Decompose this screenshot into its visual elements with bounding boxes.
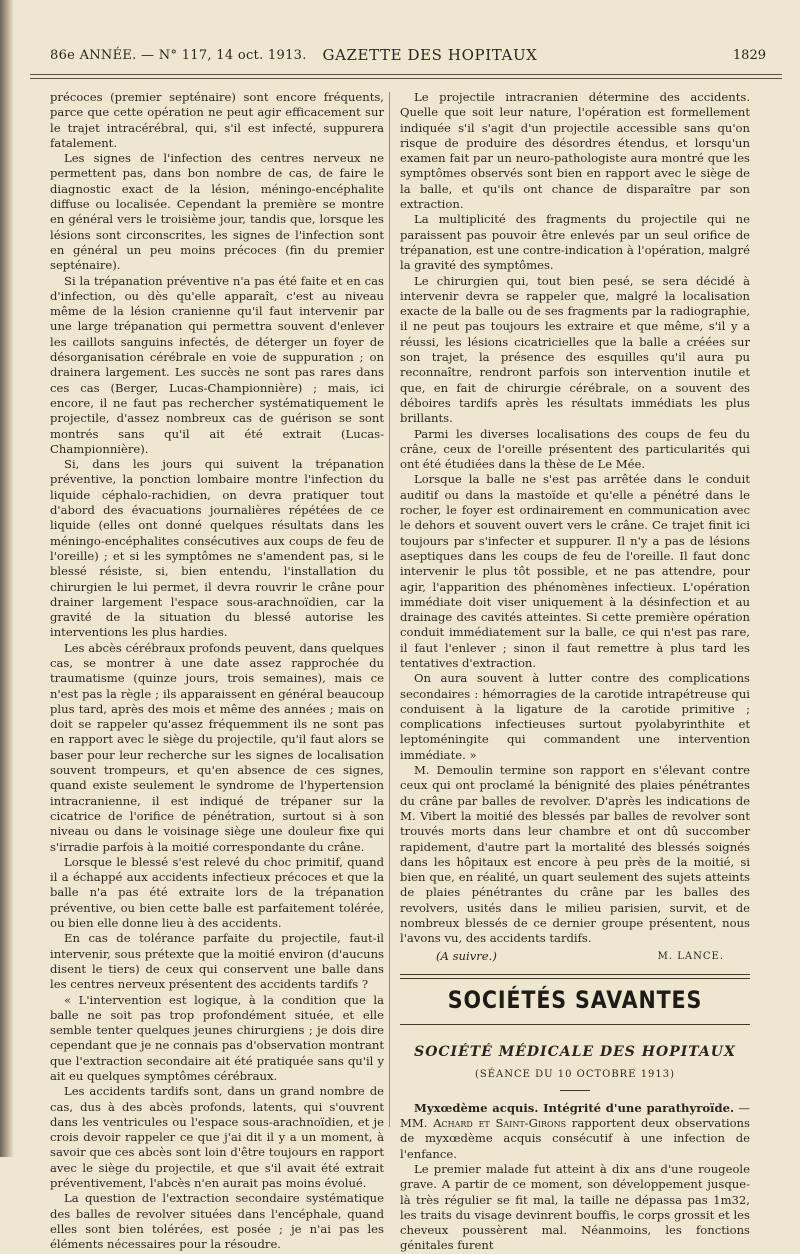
paragraph: Les accidents tardifs sont, dans un grand nombre de cas, dus à des abcès profonds, latents, qui s'ouvrent dans les ventricules ou l'espace sous-arachnoïdien, et je crois devoir rappeler ce que j'ai dit il y a un moment, à savoir que ces abcès sont loin d'être toujours en rapport avec le siège du projectile, et que s'il avait été extrait préventivement, l'abcès n'en aurait pas moins évolué. [50,1084,384,1191]
item-paragraph [400,1101,750,1162]
section-title: SOCIÉTÉS SAVANTES [447,985,703,1014]
paragraph: Les abcès cérébraux profonds peuvent, dans quelques cas, se montrer à une date assez rapprochée du traumatisme (quinze jours, trois semaines), mais ce n'est pas la règle ; ils apparaissent en général beaucoup plus tard, après des mois et même des années ; mais on doit se rappeler qu'assez fréquemment ils ne sont pas en rapport avec le siège du projectile, qu'il faut alors se baser pour leur recherche sur les signes de localisation souvent trompeurs, et qu'en absence de ces signes, quand existe seulement le syndrome de l'hypertension intracranienne, il est indiqué de trépaner sur la cicatrice de l'orifice de pénétration, surtout si à son niveau ou dans le voisinage siège une douleur fixe qui s'irradie parfois à la moitié correspondante du crâne. [50,640,384,854]
paragraph: « L'intervention est logique, à la condition que la balle ne soit pas trop profondément située, et elle semble tenter quelques jeunes chirurgiens ; je dois dire cependant que je ne connais pas d'observation montrant que l'extraction secondaire ait été pratiquée sans qu'il y ait eu quelques symptômes cérébraux. [50,992,384,1083]
left-column [50,90,384,1253]
item-authors-lead: — MM. [400,1100,750,1131]
item-text: rapportent deux observations de myxœdème acquis consécutif à une infection de l'enfance. [400,1116,750,1161]
short-rule [560,1090,590,1091]
society-title: SOCIÉTÉ MÉDICALE DES HOPITAUX [414,1044,736,1061]
to-be-continued: (A suivre.) [436,948,497,963]
section-double-rule [400,974,750,979]
paragraph: Les signes de l'infection des centres nerveux ne permettent pas, dans bon nombre de cas, de faire le diagnostic exact de la lésion, méningo-encéphalite diffuse ou localisée. Cependant la première se montre en général vers le troisième jour, tandis que, lorsque les lésions sont circonscrites, les signes de l'infection sont en général un peu moins précoces (fin du premier septénaire). [50,151,384,273]
journal-title: GAZETTE DES HOPITAUX [322,46,538,64]
header-rule-bottom [30,78,782,79]
paragraph: Parmi les diverses localisations des coups de feu du crâne, ceux de l'oreille présentent des particularités qui ont été étudiées dans la thèse de Le Mée. [400,426,750,472]
article-signature [400,949,750,964]
item-authors: Achard et Saint-Girons [433,1116,567,1131]
page-number: 1829 [732,48,766,63]
paragraph: La multiplicité des fragments du projectile qui ne paraissent pas pouvoir être enlevés par un seul orifice de trépanation, est une contre-indication à l'opération, malgré la gravité des symptômes. [400,212,750,273]
page-header [50,40,772,68]
session-date: (SÉANCE DU 10 OCTOBRE 1913) [474,1068,676,1080]
paragraph: Le projectile intracranien détermine des accidents. Quelle que soit leur nature, l'opération est formellement indiquée s'il s'agit d'un projectile accessible sans qu'on risque de produire des désordres étendus, et lorsqu'un examen fait par un neuro-pathologiste aura montré que les symptômes observés sont bien en rapport avec le siège de la balle, et qu'ils ont chance de disparaître par son extraction. [400,90,750,212]
paragraph: La question de l'extraction secondaire systématique des balles de revolver situées dans l'encéphale, quand elles sont bien tolérées, est posée ; je n'ai pas les éléments nécessaires pour la résoudre. [50,1191,384,1252]
paragraph: Le premier malade fut atteint à dix ans d'une rougeole grave. A partir de ce moment, son développement jusque-là très régulier se fit mal, la taille ne dépassa pas 1m32, les traits du visage devinrent bouffis, le corps grossit et les cheveux poussèrent mal. Néanmoins, les fonctions génitales furent [400,1162,750,1253]
paragraph: précoces (premier septénaire) sont encore fréquents, parce que cette opération ne peut agir efficacement sur le trajet intracérébral, qui, s'il est infecté, suppurera fatalement. [50,90,384,150]
paragraph: M. Demoulin termine son rapport en s'élevant contre ceux qui ont proclamé la bénignité des plaies pénétrantes du crâne par balles de revolver. D'après les indications de M. Vibert la moitié des blessés par balles de revolver sont trouvés morts dans leur chambre et ont dû succomber rapidement, d'autre part la mortalité des blessés soignés dans les hôpitaux est encore à peu près de la moitié, si bien que, en réalité, un quart seulement des sujets atteints de plaies pénétrantes du crâne par les balles des revolvers, usités dans le milieu parisien, survit, et de nombreux blessés de ce dernier groupe présentent, nous l'avons vu, des accidents tardifs. [400,763,750,946]
paragraph: Si, dans les jours qui suivent la trépanation préventive, la ponction lombaire montre l'infection du liquide céphalo-rachidien, on devra pratiquer tout d'abord des évacuations journalières répétées de ce liquide (elles ont donné quelques résultats dans les méningo-encéphalites consécutives aux coups de feu de l'oreille) ; et si les symptômes ne s'amendent pas, si le blessé résiste, si, bien entendu, l'installation du chirurgien le lui permet, il devra rouvrir le crâne pour drainer largement l'espace sous-arachnoïdien, car la gravité de la situation du blessé autorise les interventions les plus hardies. [50,457,384,640]
paragraph: On aura souvent à lutter contre des complications secondaires : hémorragies de la carotide intrapétreuse qui conduisent à la ligature de la carotide primitive ; complications infectieuses surtout pyolabyrinthite et leptoméningite qui commandent une intervention immédiate. » [400,671,750,762]
section-rule [400,1024,750,1025]
paragraph: Si la trépanation préventive n'a pas été faite et en cas d'infection, ou dès qu'elle apparaît, c'est au niveau même de la lésion cranienne qu'il faut intervenir par une large trépanation qui permettra souvent d'enlever les caillots sanguins infectés, de déterger un foyer de désorganisation cérébrale en voie de suppuration ; on drainera largement. Les succès ne sont pas rares dans ces cas (Berger, Lucas-Championnière) ; mais, ici encore, il ne faut pas rechercher systématiquement le projectile, d'assez nombreux cas de guérison se sont montrés sans qu'il ait été extrait (Lucas-Championnière). [50,273,384,456]
issue-info: 86e ANNÉE. — N° 117, 14 oct. 1913. [50,48,307,63]
author-signature: M. LANCE. [657,950,724,962]
column-divider [389,92,390,1127]
paragraph: Lorsque le blessé s'est relevé du choc primitif, quand il a échappé aux accidents infectieux précoces et que la balle n'a pas été extraite lors de la trépanation préventive, ou bien cette balle est parfaitement tolérée, ou bien elle donne lieu à des accidents. [50,854,384,931]
page-binding-edge [0,0,14,1157]
item-title: Myxœdème acquis. Intégrité d'une parathyroïde. [414,1100,734,1115]
header-rule-top [30,74,782,75]
paragraph: Lorsque la balle ne s'est pas arrêtée dans le conduit auditif ou dans la mastoïde et qu'elle a pénétré dans le rocher, le foyer est ordinairement en communication avec le dehors et souvent ouvert vers le crâne. Ce trajet finit ici toujours par s'infecter et suppurer. Il n'y a pas de lésions aseptiques dans les coups de feu de l'oreille. Il faut donc intervenir le plus tôt possible, et ne pas attendre, pour agir, l'apparition des phénomènes infectieux. L'opération immédiate doit viser uniquement à la désinfection et au drainage des cavités atteintes. Si cette première opération conduit immédiatement sur la balle, ce qui n'est pas rare, il faut l'enlever ; sinon il faut remettre à plus tard les tentatives d'extraction. [400,472,750,670]
paragraph: En cas de tolérance parfaite du projectile, faut-il intervenir, sous prétexte que la moitié environ (d'aucuns disent le tiers) de ceux qui conservent une balle dans les centres nerveux présentent des accidents tardifs ? [50,931,384,992]
paragraph: Le chirurgien qui, tout bien pesé, se sera décidé à intervenir devra se rappeler que, malgré la localisation exacte de la balle ou de ses fragments par la radiographie, il ne peut pas toujours les extraire et que même, s'il y a réussi, les lésions cicatricielles que la balle a créées sur son trajet, la présence des esquilles qu'il aura pu reconnaître, rendront parfois son intervention inutile et que, en fait de chirurgie cérébrale, on a souvent des déboires tardifs après les résultats immédiats les plus brillants. [400,273,750,426]
right-column [400,90,750,1254]
